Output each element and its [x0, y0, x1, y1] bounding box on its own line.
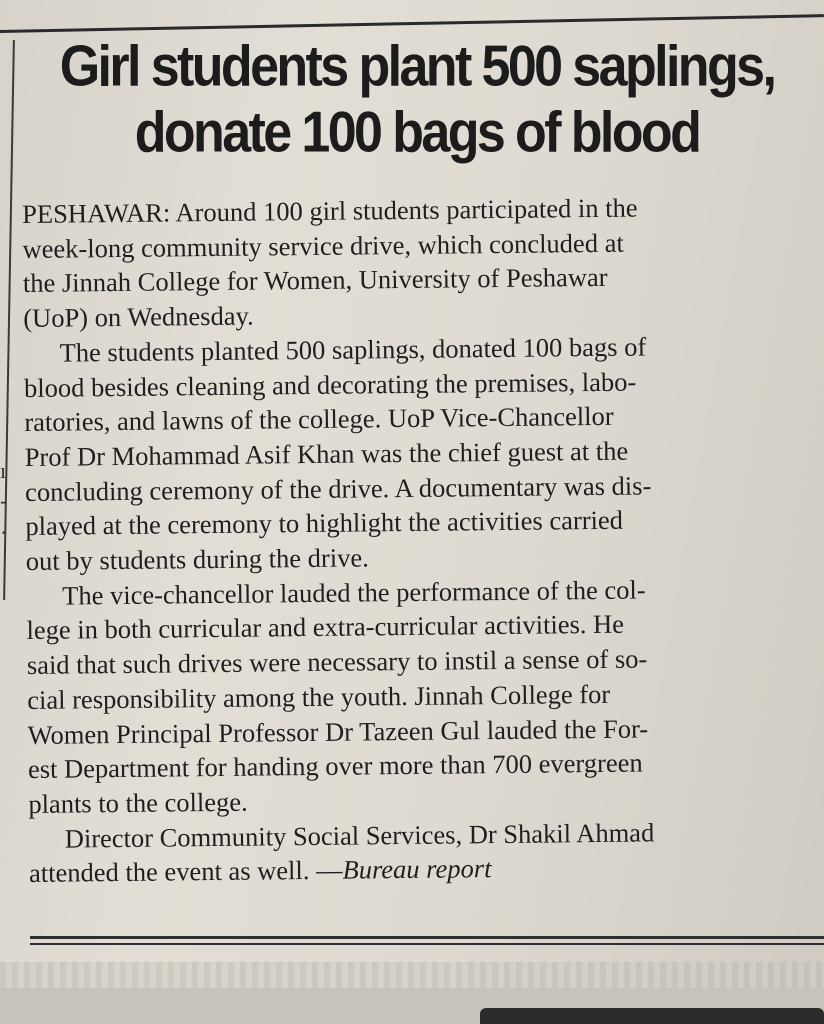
article-line: cial responsibility among the youth. Jinnah College for: [27, 678, 611, 715]
article-line: Women Principal Professor Dr Tazeen Gul lauded the For-: [27, 713, 649, 750]
article-line: est Department for handing over more than 700 evergreen: [27, 747, 643, 785]
article-line: The vice-chancellor lauded the performance of the col-: [62, 574, 646, 611]
article-line: (UoP) on Wednesday.: [23, 300, 254, 334]
article-line: The students planted 500 saplings, donated 100 bags of: [59, 331, 647, 368]
article-line: plants to the college.: [28, 786, 248, 819]
adjacent-column-fragment: ı: [0, 458, 7, 483]
article-line: the Jinnah College for Women, University of Peshawar: [22, 262, 608, 299]
bleed-through-text: [0, 962, 824, 988]
adjacent-column-fragment: ·: [0, 520, 8, 545]
article-line: attended the event as well. —: [28, 855, 343, 889]
bottom-rule: [30, 936, 824, 939]
article-line: Prof Dr Mohammad Asif Khan was the chief guest at the: [24, 435, 629, 472]
article-line: ratories, and lawns of the college. UoP Vice-Chancellor: [24, 401, 614, 438]
headline-line-1: Girl students plant 500 saplings,: [59, 35, 775, 99]
article-body: [22, 189, 824, 891]
article-line: played at the ceremony to highlight the activities carried: [25, 505, 624, 542]
left-column-rule: [3, 40, 15, 600]
bottom-rule: [30, 943, 824, 945]
next-headline-fragment: [480, 1008, 824, 1024]
article-line: PESHAWAR: Around 100 girl students participated in the: [22, 192, 638, 229]
article-line: concluding ceremony of the drive. A documentary was dis-: [24, 470, 652, 507]
article-line: said that such drives were necessary to instil a sense of so-: [26, 643, 648, 681]
article-line: Director Community Social Services, Dr Shakil Ahmad: [64, 817, 655, 854]
top-column-rule: [0, 14, 824, 33]
next-page-edge: [0, 988, 824, 1024]
byline: Bureau report: [342, 853, 492, 886]
article-line: week-long community service drive, which concluded at: [22, 227, 624, 264]
headline-line-2: donate 100 bags of blood: [134, 101, 700, 165]
adjacent-column-fragment: -: [0, 488, 8, 513]
article-final-line: [29, 848, 824, 891]
article-line: lege in both curricular and extra-curricular activities. He: [26, 609, 625, 646]
article-line: blood besides cleaning and decorating the premises, labo-: [23, 366, 637, 403]
article-line: out by students during the drive.: [25, 542, 369, 577]
article-headline: [22, 34, 812, 166]
